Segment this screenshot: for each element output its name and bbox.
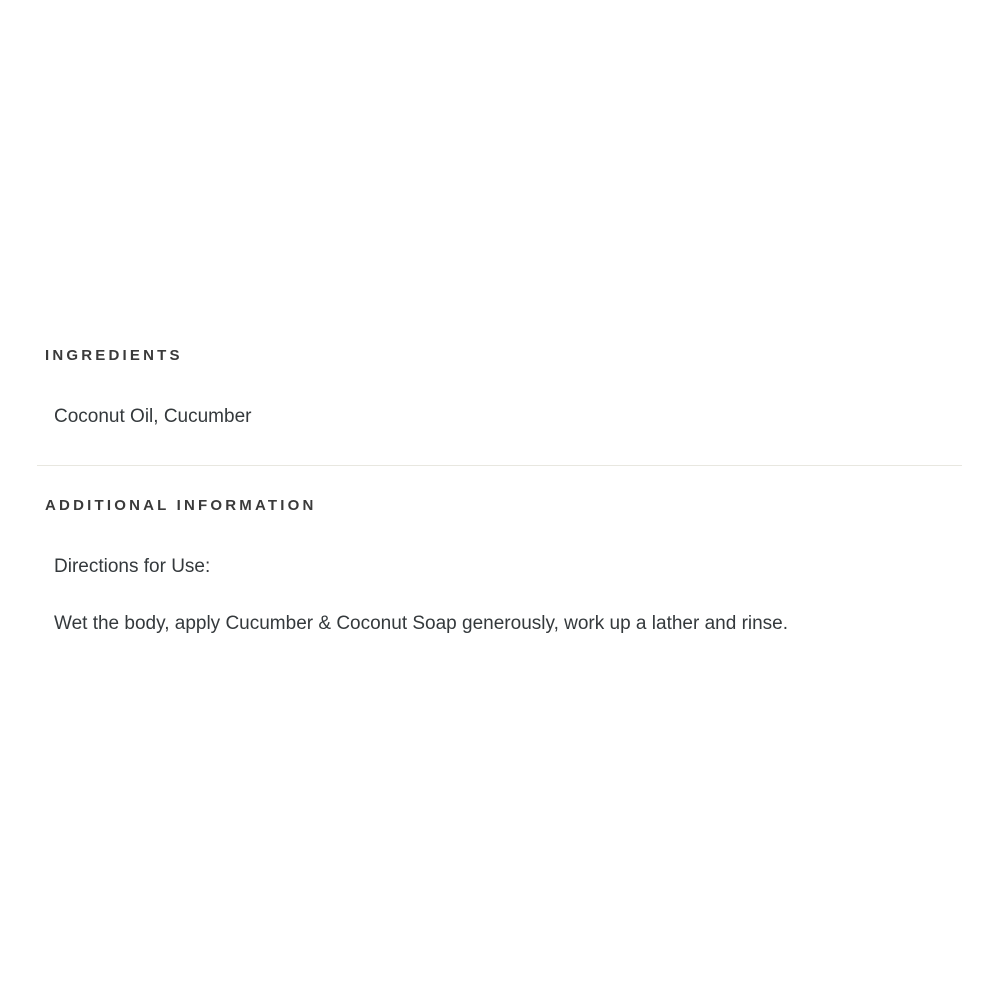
directions-label: Directions for Use: [54,556,211,577]
paragraph-spacer [54,581,940,609]
ingredients-text: Coconut Oil, Cucumber [54,406,252,427]
additional-information-body [0,552,1000,639]
ingredients-heading: INGREDIENTS [45,347,183,364]
additional-information-heading: ADDITIONAL INFORMATION [45,497,317,514]
additional-information-section [0,497,1000,639]
directions-text: Wet the body, apply Cucumber & Coconut Soap generously, work up a lather and rinse. [54,613,789,635]
ingredients-section [0,347,1000,431]
section-divider [37,465,962,466]
